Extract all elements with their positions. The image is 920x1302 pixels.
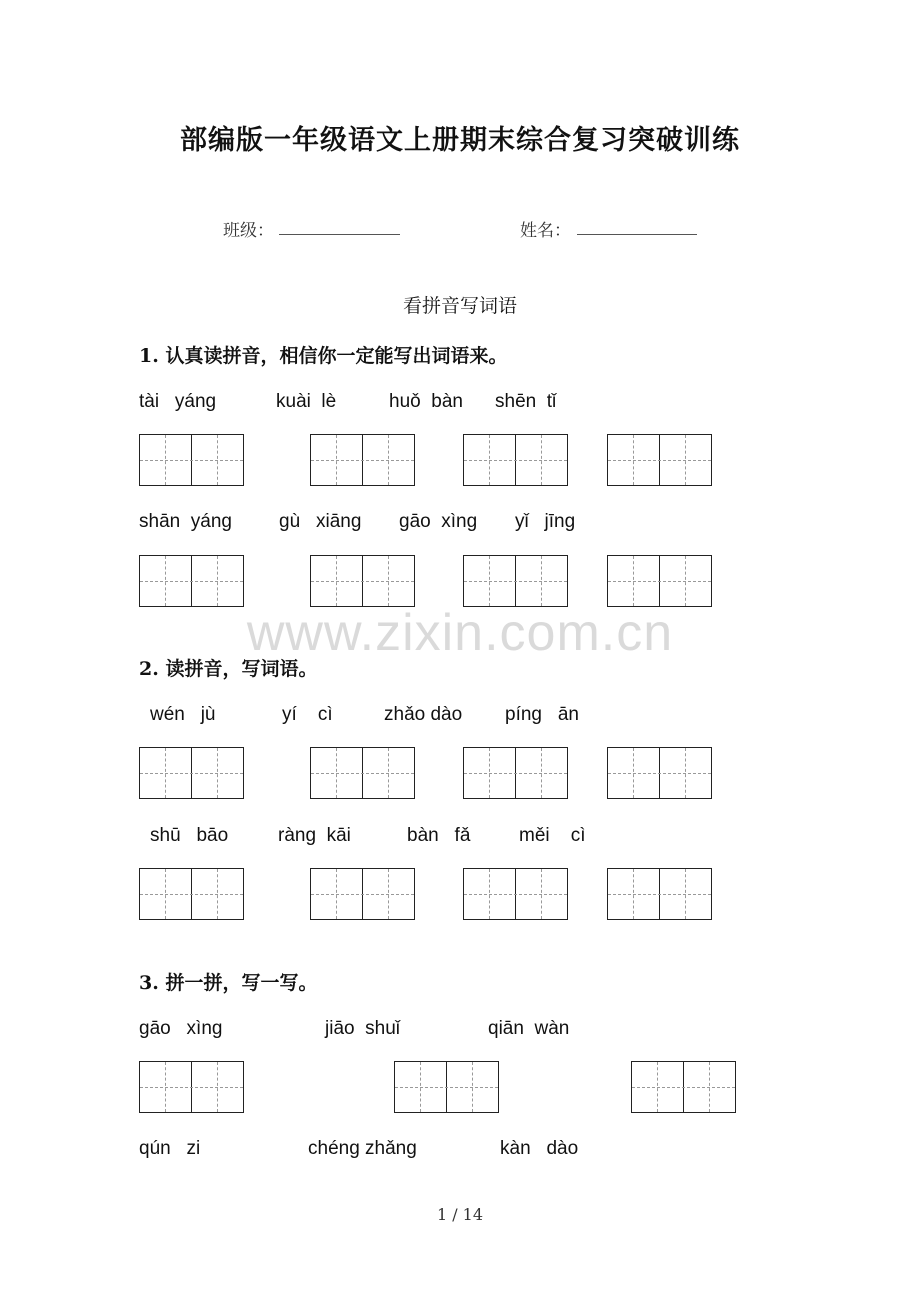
pinyin: qiān wàn [488, 1018, 570, 1039]
question-3-label: 3. 拼一拼，写一写。 [139, 972, 318, 994]
writing-grid[interactable] [139, 1061, 244, 1113]
writing-grid[interactable] [607, 868, 712, 920]
name-blank[interactable] [577, 234, 697, 235]
pinyin: jiāo shuǐ [325, 1018, 400, 1039]
writing-grid[interactable] [394, 1061, 499, 1113]
writing-grid[interactable] [139, 747, 244, 799]
watermark: www.zixin.com.cn [246, 604, 674, 662]
writing-grid[interactable] [310, 555, 415, 607]
writing-grid[interactable] [607, 747, 712, 799]
question-1-label: 1. 认真读拼音，相信你一定能写出词语来。 [139, 345, 508, 367]
pinyin: měi cì [519, 825, 586, 846]
class-blank[interactable] [279, 234, 400, 235]
pinyin: chéng zhǎng [308, 1138, 417, 1159]
pinyin: shēn tǐ [495, 391, 557, 412]
pinyin: wén jù [150, 704, 216, 725]
class-label: 班级： [223, 221, 274, 241]
writing-grid[interactable] [463, 747, 568, 799]
page-number: 1 / 14 [436, 1205, 484, 1224]
pinyin: kuài lè [276, 391, 337, 412]
writing-grid[interactable] [607, 555, 712, 607]
pinyin: píng ān [505, 704, 579, 725]
section-title: 看拼音写词语 [402, 295, 517, 317]
writing-grid[interactable] [310, 434, 415, 486]
writing-grid[interactable] [463, 555, 568, 607]
writing-grid[interactable] [310, 747, 415, 799]
pinyin: zhǎo dào [384, 704, 463, 725]
pinyin: gù xiāng [279, 511, 362, 532]
pinyin: kàn dào [500, 1138, 579, 1159]
pinyin: qún zi [139, 1138, 201, 1159]
page-title: 部编版一年级语文上册期末综合复习突破训练 [180, 125, 740, 156]
pinyin: shān yáng [139, 511, 232, 532]
pinyin: gāo xìng [139, 1018, 223, 1039]
pinyin: yí cì [282, 704, 333, 725]
writing-grid[interactable] [139, 555, 244, 607]
pinyin: bàn fǎ [407, 825, 471, 846]
writing-grid[interactable] [310, 868, 415, 920]
pinyin: tài yáng [139, 391, 217, 412]
writing-grid[interactable] [139, 434, 244, 486]
pinyin: shū bāo [150, 825, 229, 846]
writing-grid[interactable] [631, 1061, 736, 1113]
pinyin: gāo xìng [399, 511, 478, 532]
pinyin: yǐ jīng [515, 511, 576, 532]
question-2-label: 2. 读拼音，写词语。 [139, 658, 318, 680]
writing-grid[interactable] [463, 868, 568, 920]
name-label: 姓名： [520, 221, 571, 241]
pinyin: ràng kāi [278, 825, 351, 846]
pinyin: huǒ bàn [389, 391, 463, 412]
writing-grid[interactable] [607, 434, 712, 486]
writing-grid[interactable] [463, 434, 568, 486]
writing-grid[interactable] [139, 868, 244, 920]
